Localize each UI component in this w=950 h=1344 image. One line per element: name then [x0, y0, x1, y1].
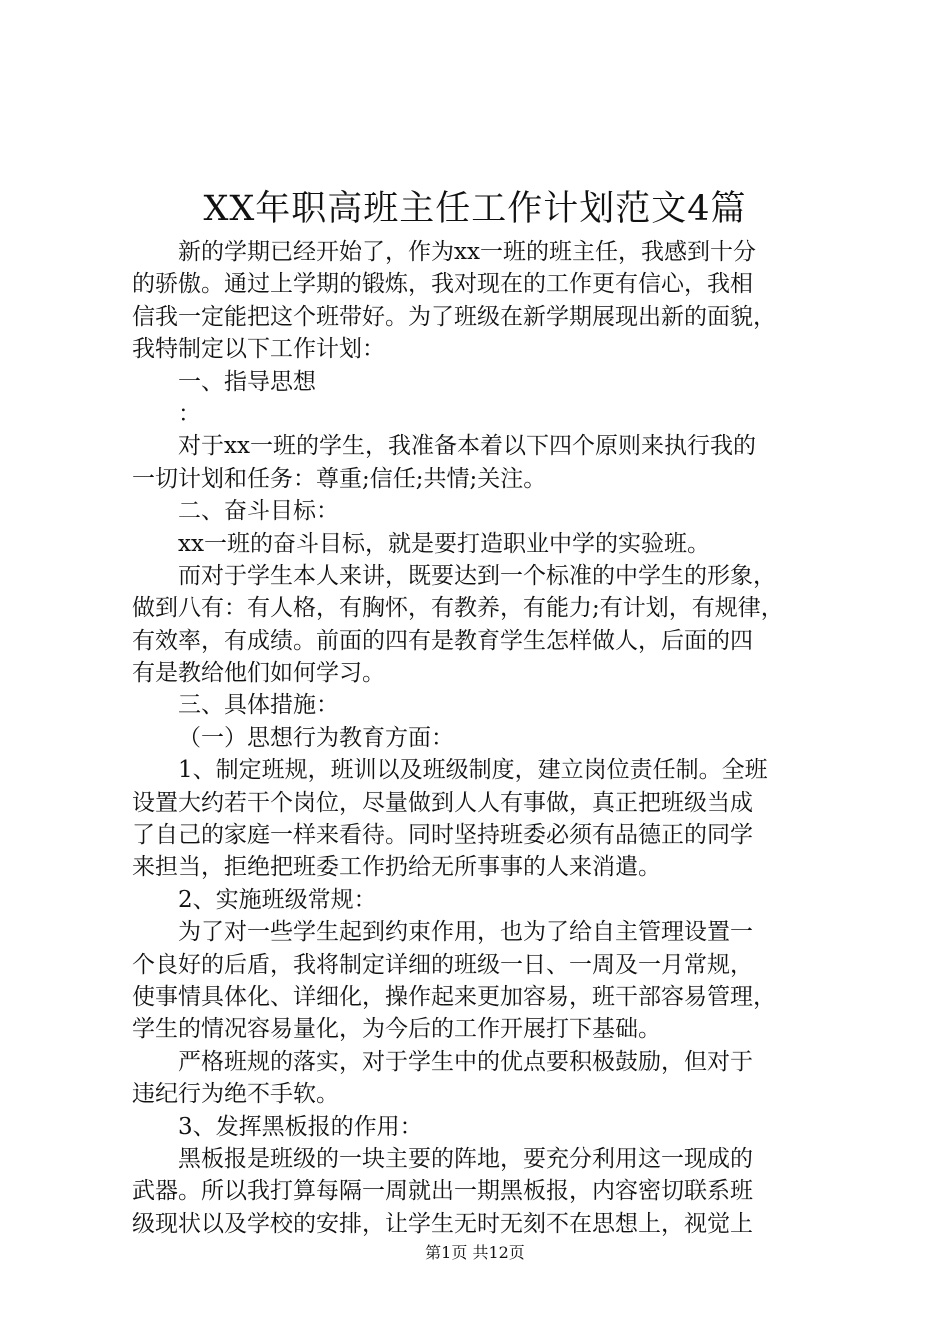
text-line: 严格班规的落实，对于学生中的优点要积极鼓励，但对于	[178, 1048, 753, 1075]
text-line: 有效率，有成绩。前面的四有是教育学生怎样做人，后面的四	[132, 627, 753, 654]
text-line: 使事情具体化、详细化，操作起来更加容易，班干部容易管理，	[132, 983, 776, 1010]
text-line: 的骄傲。通过上学期的锻炼，我对现在的工作更有信心，我相	[132, 271, 753, 298]
text-line: 一、指导思想	[178, 368, 316, 395]
text-line: 个良好的后盾，我将制定详细的班级一日、一周及一月常规，	[132, 951, 753, 978]
text-line: 三、具体措施：	[178, 692, 339, 719]
text-line: 来担当，拒绝把班委工作扔给无所事事的人来消遣。	[132, 854, 661, 881]
text-line: 黑板报是班级的一块主要的阵地，要充分利用这一现成的	[178, 1145, 753, 1172]
text-line: 信我一定能把这个班带好。为了班级在新学期展现出新的面貌，	[132, 303, 776, 330]
text-line: xx一班的奋斗目标，就是要打造职业中学的实验班。	[178, 530, 710, 557]
text-line: 我特制定以下工作计划：	[132, 336, 385, 363]
text-line: 新的学期已经开始了，作为xx一班的班主任，我感到十分	[178, 239, 756, 265]
text-line: 违纪行为绝不手软。	[132, 1081, 339, 1108]
text-line: 武器。所以我打算每隔一周就出一期黑板报，内容密切联系班	[132, 1178, 753, 1205]
text-line: 级现状以及学校的安排，让学生无时无刻不在思想上，视觉上	[132, 1210, 753, 1237]
text-line: 设置大约若干个岗位，尽量做到人人有事做，真正把班级当成	[132, 789, 753, 816]
document-body	[132, 236, 832, 1240]
text-line: （一）思想行为教育方面：	[178, 724, 454, 751]
text-line: 一切计划和任务：尊重;信任;共情;关注。	[132, 465, 547, 492]
text-line: ：	[178, 400, 201, 427]
text-line: 而对于学生本人来讲，既要达到一个标准的中学生的形象，	[178, 562, 776, 589]
page-footer: 第1页 共12页	[425, 1243, 525, 1262]
text-line: 了自己的家庭一样来看待。同时坚持班委必须有品德正的同学	[132, 822, 753, 849]
document-title: XX年职高班主任工作计划范文4篇	[203, 189, 747, 229]
text-line: 做到八有：有人格，有胸怀，有教养，有能力;有计划，有规律，	[132, 595, 784, 622]
text-line: 有是教给他们如何学习。	[132, 660, 385, 687]
text-line: 对于xx一班的学生，我准备本着以下四个原则来执行我的	[178, 433, 756, 460]
text-line: 1、制定班规，班训以及班级制度，建立岗位责任制。全班	[178, 757, 768, 784]
text-line: 2、实施班级常规：	[178, 886, 377, 913]
text-line: 为了对一些学生起到约束作用，也为了给自主管理设置一	[178, 919, 753, 946]
text-line: 3、发挥黑板报的作用：	[178, 1113, 423, 1140]
text-line: 二、奋斗目标：	[178, 498, 339, 525]
text-line: 学生的情况容易量化，为今后的工作开展打下基础。	[132, 1016, 661, 1043]
